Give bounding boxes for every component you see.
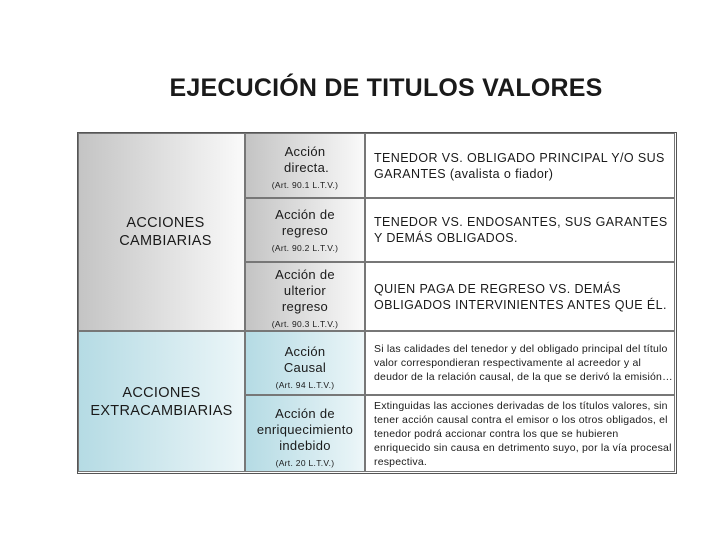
action-cell-enriquecimiento bbox=[245, 395, 365, 472]
action-article: (Art. 94 L.T.V.) bbox=[275, 380, 335, 390]
description-text: Extinguidas las acciones derivadas de los títulos valores, sin tener acción causal contra el emisor o los otros obligados, el tenedor podrá accionar contra los que se hubieren enriquecido sin causa en detrimento suyo, por la vía procesal respectiva. bbox=[374, 399, 672, 468]
action-cell-ulterior-regreso bbox=[245, 262, 365, 331]
action-article: (Art. 90.1 L.T.V.) bbox=[271, 180, 339, 190]
action-name: Acción de enriquecimiento indebido bbox=[256, 406, 354, 453]
description-cell-ulterior-regreso bbox=[365, 262, 675, 331]
action-name: Acción directa. bbox=[284, 144, 330, 175]
action-article: (Art. 90.3 L.T.V.) bbox=[271, 319, 339, 329]
description-cell-causal bbox=[365, 331, 675, 395]
action-cell-causal bbox=[245, 331, 365, 395]
description-text: TENEDOR VS. OBLIGADO PRINCIPAL Y/O SUS GARANTES (avalista o fiador) bbox=[374, 150, 665, 181]
category-extracambiarias-label: ACCIONES EXTRACAMBIARIAS bbox=[90, 384, 233, 419]
action-article: (Art. 20 L.T.V.) bbox=[275, 458, 335, 468]
titulos-valores-table bbox=[77, 132, 677, 474]
action-cell-regreso bbox=[245, 198, 365, 262]
action-article: (Art. 90.2 L.T.V.) bbox=[271, 243, 339, 253]
description-text: Si las calidades del tenedor y del obligado principal del título valor correspondieran respectivamente al acreedor y al deudor de la relación causal, de la que se derivó la emisión… bbox=[374, 343, 673, 383]
category-cambiarias bbox=[78, 133, 245, 331]
category-cambiarias-label: ACCIONES CAMBIARIAS bbox=[119, 215, 212, 249]
action-cell-directa bbox=[245, 133, 365, 198]
page-title: EJECUCIÓN DE TITULOS VALORES bbox=[169, 74, 603, 102]
description-cell-regreso bbox=[365, 198, 675, 262]
description-text: QUIEN PAGA DE REGRESO VS. DEMÁS OBLIGADOS INTERVINIENTES ANTES QUE ÉL. bbox=[374, 281, 667, 312]
action-name: Acción de regreso bbox=[275, 207, 335, 238]
action-name: Acción Causal bbox=[283, 344, 327, 375]
description-cell-directa bbox=[365, 133, 675, 198]
description-cell-enriquecimiento bbox=[365, 395, 675, 472]
category-extracambiarias bbox=[78, 331, 245, 472]
action-name: Acción de ulterior regreso bbox=[275, 267, 335, 314]
description-text: TENEDOR VS. ENDOSANTES, SUS GARANTES Y DEMÁS OBLIGADOS. bbox=[374, 215, 668, 245]
